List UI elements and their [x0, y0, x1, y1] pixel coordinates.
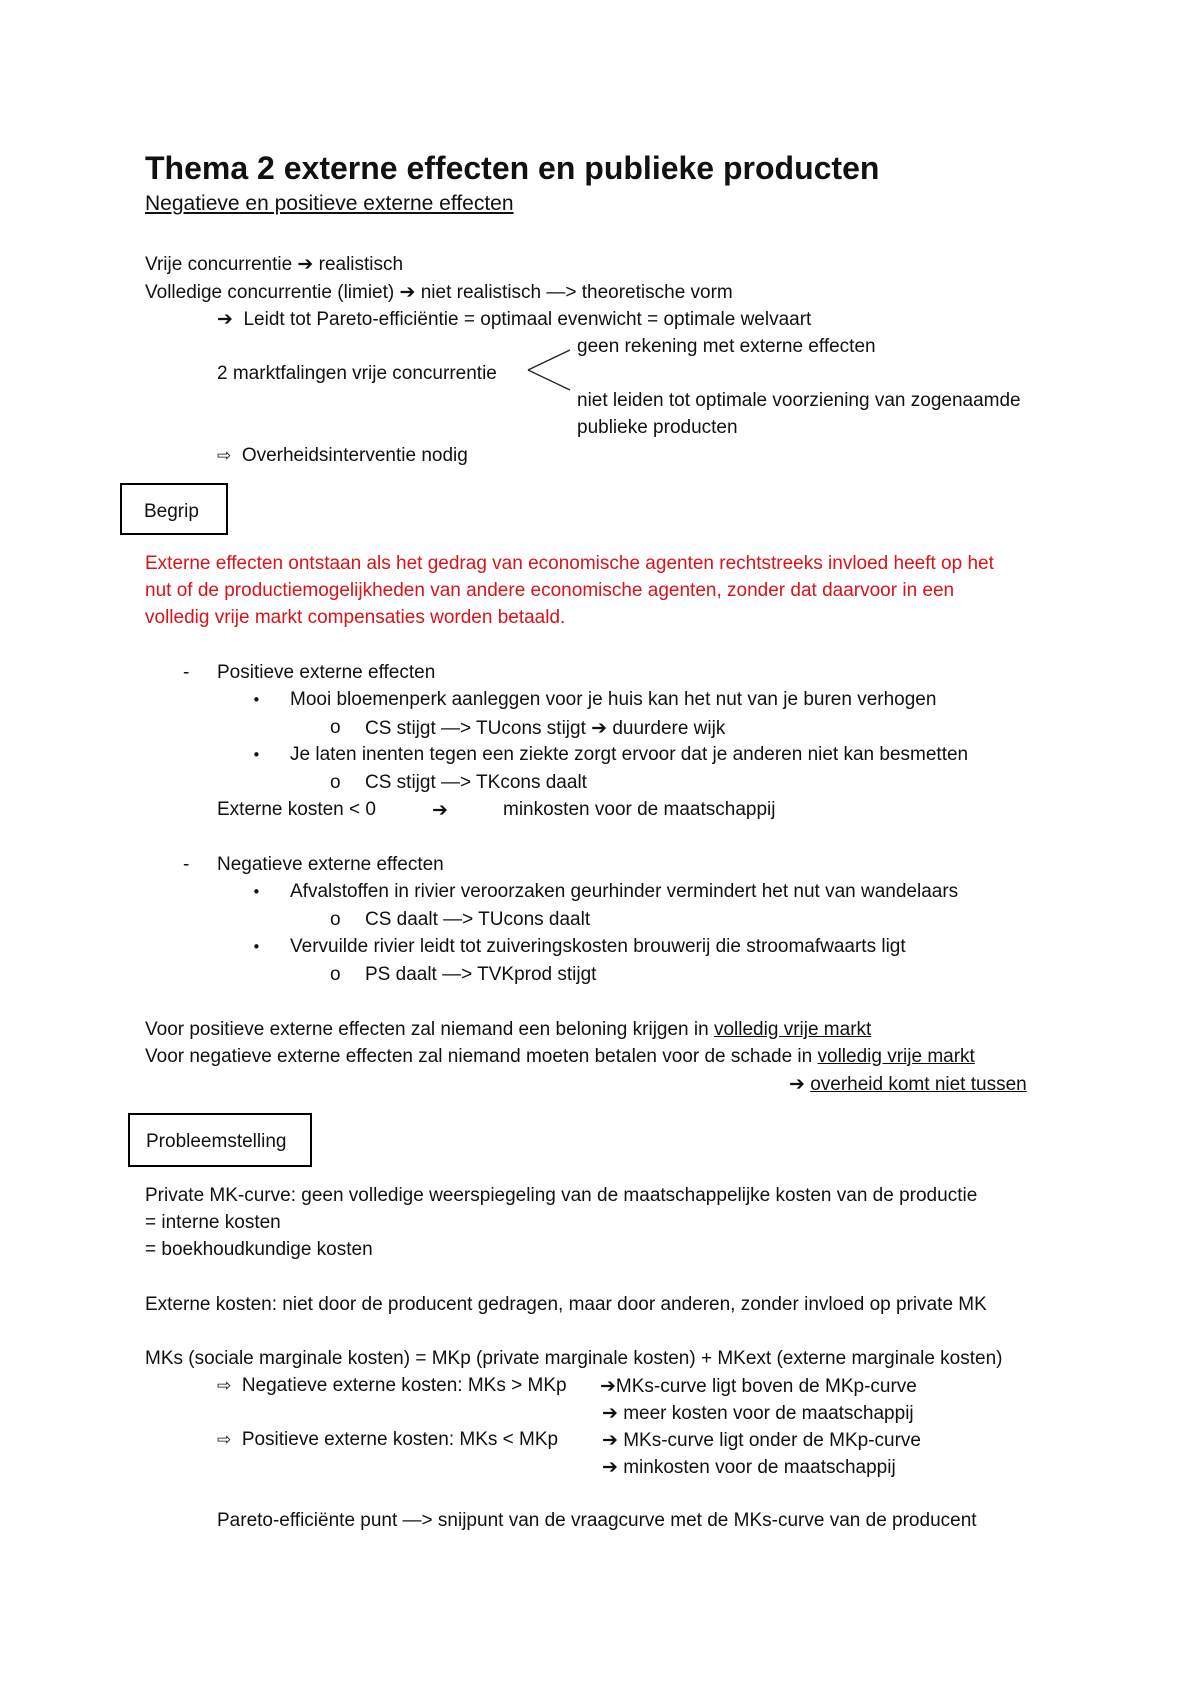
- problem-line-4: Externe kosten: niet door de producent gedragen, maar door anderen, zonder invloed op private MK: [145, 1294, 987, 1315]
- intro-line-4: ⇨ Overheidsinterventie nodig: [217, 445, 468, 466]
- intro-line-1: Vrije concurrentie ➔ realistisch: [145, 253, 404, 275]
- pareto-line: Pareto-efficiënte punt —> snijpunt van de vraagcurve met de MKs-curve van de producent: [217, 1510, 977, 1531]
- positive-sub-1: CS stijgt —> TUcons stijgt ➔ duurdere wijk: [365, 717, 726, 739]
- negative-heading: Negatieve externe effecten: [217, 854, 444, 875]
- hollow-arrow-icon: ⇨: [217, 1430, 232, 1450]
- summary-line-2: Voor negatieve externe effecten zal niemand moeten betalen voor de schade in volledig vrije markt: [145, 1046, 975, 1067]
- negative-sub-marker-1: o: [330, 909, 341, 930]
- branch-bottom-text-1: niet leiden tot optimale voorziening van zogenaamde: [577, 390, 1021, 411]
- positive-sub-marker-1: o: [330, 717, 341, 738]
- bullet-icon: •: [252, 746, 261, 764]
- probleemstelling-label: Probleemstelling: [146, 1131, 287, 1152]
- positive-sub-marker-2: o: [330, 772, 341, 793]
- arrow-right-icon: ➔: [602, 1429, 618, 1451]
- arrow-right-icon: ➔: [432, 799, 448, 821]
- branch-bottom-text-2: publieke producten: [577, 417, 738, 438]
- summary-line-1: Voor positieve externe effecten zal niemand een beloning krijgen in volledig vrije markt: [145, 1019, 872, 1040]
- section-subtitle: Negatieve en positieve externe effecten: [145, 192, 514, 215]
- positive-bullet-2: [252, 744, 261, 766]
- problem-line-1: Private MK-curve: geen volledige weerspiegeling van de maatschappelijke kosten van de productie: [145, 1185, 978, 1206]
- problem-line-3: = boekhoudkundige kosten: [145, 1239, 373, 1260]
- negative-cost-result-2: ➔ meer kosten voor de maatschappij: [602, 1402, 914, 1424]
- arrow-right-icon: ➔: [789, 1073, 805, 1095]
- arrow-right-icon: ➔: [399, 281, 416, 303]
- summary-line-3: ➔ overheid komt niet tussen: [789, 1073, 1027, 1095]
- problem-line-2: = interne kosten: [145, 1212, 281, 1233]
- begrip-box: [120, 483, 228, 535]
- negative-item-1: Afvalstoffen in rivier veroorzaken geurhinder vermindert het nut van wandelaars: [290, 881, 959, 902]
- negative-dash: -: [183, 854, 190, 875]
- definition-line-1: Externe effecten ontstaan als het gedrag van economische agenten rechtstreeks invloed heeft op het: [145, 553, 994, 574]
- branch-label: 2 marktfalingen vrije concurrentie: [217, 363, 497, 384]
- hollow-arrow-icon: ⇨: [217, 446, 232, 466]
- hollow-arrow-icon: ⇨: [217, 1376, 232, 1396]
- positive-item-1: Mooi bloemenperk aanleggen voor je huis kan het nut van je buren verhogen: [290, 689, 937, 710]
- intro-line-3: ➔ Leidt tot Pareto-efficiëntie = optimaal evenwicht = optimale welvaart: [217, 308, 812, 330]
- external-cost-result: minkosten voor de maatschappij: [503, 799, 776, 820]
- negative-bullet-2: [252, 936, 261, 958]
- intro-line-2: Volledige concurrentie (limiet) ➔ niet realistisch —> theoretische vorm: [145, 281, 733, 303]
- arrow-right-icon: ➔: [591, 717, 608, 739]
- bullet-icon: •: [252, 691, 261, 709]
- negative-bullet-1: [252, 881, 261, 903]
- definition-line-3: volledig vrije markt compensaties worden betaald.: [145, 607, 566, 628]
- begrip-label: Begrip: [144, 501, 199, 522]
- branch-line-down: [528, 370, 570, 390]
- bullet-icon: •: [252, 938, 261, 956]
- branch-lines: [525, 340, 575, 400]
- negative-cost-line: ⇨ Negatieve externe kosten: MKs > MKp: [217, 1375, 567, 1396]
- arrow-right-icon: ➔: [217, 308, 233, 330]
- positive-cost-result-2: ➔ minkosten voor de maatschappij: [602, 1456, 896, 1478]
- positive-item-2: Je laten inenten tegen een ziekte zorgt ervoor dat je anderen niet kan besmetten: [290, 744, 969, 765]
- negative-sub-marker-2: o: [330, 964, 341, 985]
- arrow-right-icon: ➔: [297, 253, 314, 275]
- branch-line-up: [528, 350, 570, 370]
- arrow-right-icon: ➔: [600, 1375, 616, 1397]
- negative-sub-1: CS daalt —> TUcons daalt: [365, 909, 591, 930]
- external-cost-arrow: [432, 799, 448, 822]
- page-title: Thema 2 externe effecten en publieke producten: [145, 150, 880, 186]
- branch-top-text: geen rekening met externe effecten: [577, 336, 876, 357]
- negative-sub-2: PS daalt —> TVKprod stijgt: [365, 964, 597, 985]
- arrow-right-icon: ➔: [602, 1402, 618, 1424]
- positive-cost-line: ⇨ Positieve externe kosten: MKs < MKp: [217, 1429, 559, 1450]
- positive-dash: -: [183, 662, 190, 683]
- probleemstelling-box: [128, 1113, 312, 1167]
- positive-heading: Positieve externe effecten: [217, 662, 436, 683]
- positive-sub-2: CS stijgt —> TKcons daalt: [365, 772, 587, 793]
- negative-cost-result: ➔MKs-curve ligt boven de MKp-curve: [600, 1375, 917, 1397]
- arrow-right-icon: ➔: [602, 1456, 618, 1478]
- positive-bullet-1: [252, 689, 261, 711]
- definition-line-2: nut of de productiemogelijkheden van andere economische agenten, zonder dat daarvoor in een: [145, 580, 955, 601]
- positive-cost-result: ➔ MKs-curve ligt onder de MKp-curve: [602, 1429, 921, 1451]
- external-cost-label: Externe kosten < 0: [217, 799, 376, 820]
- negative-item-2: Vervuilde rivier leidt tot zuiveringskosten brouwerij die stroomafwaarts ligt: [290, 936, 906, 957]
- bullet-icon: •: [252, 883, 261, 901]
- problem-line-5: MKs (sociale marginale kosten) = MKp (private marginale kosten) + MKext (externe marginale kosten): [145, 1348, 1003, 1369]
